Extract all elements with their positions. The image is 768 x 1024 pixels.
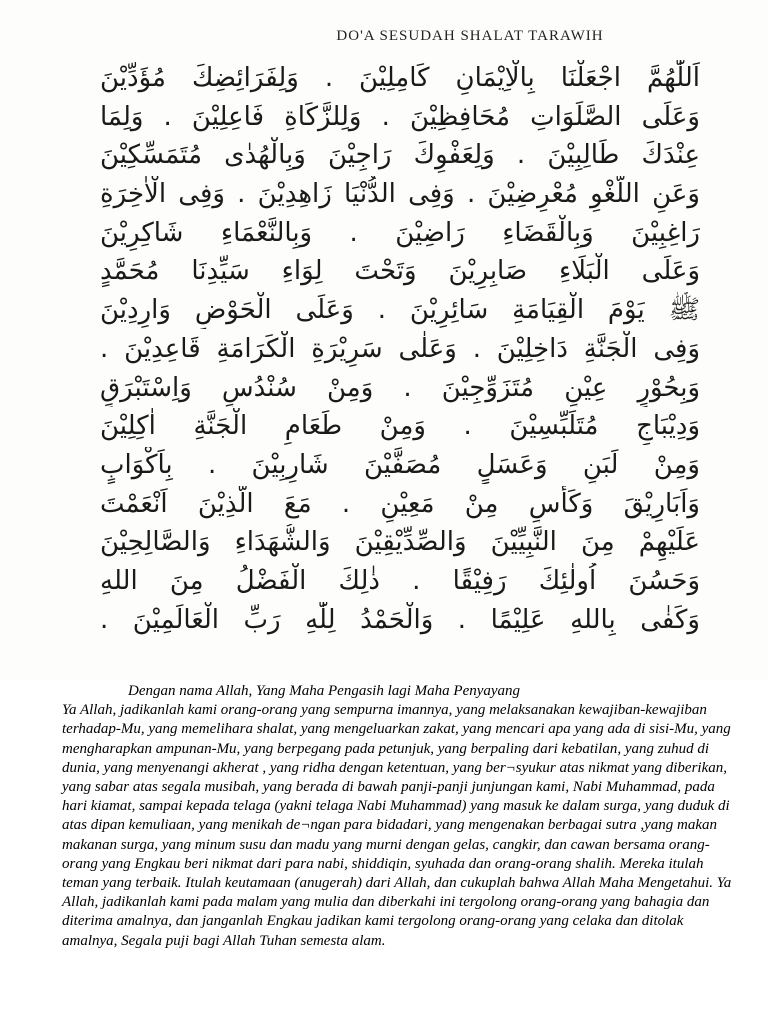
translation-paragraph: Ya Allah, jadikanlah kami orang-orang yang sempurna imannya, yang melaksanakan kewajiban-kewajiban terhadap-Mu, yang memelihara shalat, yang mengeluarkan zakat, yang mencari apa yang ada di sisi-Mu, yang mengharapkan ampunan-Mu, yang berpegang pada petunjuk, yang berpaling dari kebatilan, yang zuhud di dunia, yang menyenangi akherat , yang ridha dengan ketentuan, yang ber¬syukur atas nikmat yang diberikan, yang sabar atas segala musibah, yang berada di bawah panji-panji junjungan kami, Nabi Muhammad, pada hari kiamat, sampai kepada telaga (yakni telaga Nabi Muhammad) yang masuk ke dalam surga, yang duduk di atas dipan kemuliaan, yang menikah de¬ngan para bidadari, yang mengenakan berbagai sutra ,yang makan makanan surga, yang minum susu dan madu yang murni dengan gelas, cangkir, dan cawan bersama orang-orang yang Engkau beri nikmat dari para nabi, shiddiqin, syuhada dan orang-orang shalih. Mereka itulah teman yang terbaik. Itulah keutamaan (anugerah) dari Allah, dan cukuplah bahwa Allah Maha Mengetahui. Ya Allah, jadikanlah kami pada malam yang mulia dan diberkahi ini tergolong orang-orang yang bahagia dan diterima amalnya, dan janganlah Engkau jadikan kami tergolong orang-orang yang celaka dan ditolak amalnya, Segala puji bagi Allah Tuhan semesta alam. [62,702,732,949]
arabic-line: ﷺ يَوْمَ الْقِيَامَةِ سَائِرِيْنَ . وَعَلَى الْحَوْضِ وَارِدِيْنَ [100,295,700,326]
arabic-line: وَكَفٰى بِاللهِ عَلِيْمًا . وَالْحَمْدُ لِلّٰهِ رَبِّ الْعَالَمِيْنَ . [100,604,700,635]
prayer-title: DO'A SESUDAH SHALAT TARAWIH [336,28,604,44]
arabic-line: وَمِنْ لَبَنٍ وَعَسَلٍ مُصَفَّيْنَ شَارِبِيْنَ . بِاَكْوَابٍ [100,449,700,480]
arabic-line: رَاغِبِيْنَ وَبِالْقَضَاءِ رَاضِيْنَ . وَبِالنَّعْمَاءِ شَاكِرِيْنَ [100,217,700,248]
arabic-line: وَاَبَارِيْقَ وَكَأْسٍ مِنْ مَعِيْنٍ . مَعَ الَّذِيْنَ اَنْعَمْتَ [100,488,700,519]
arabic-line: وَبِحُوْرٍ عِيْنٍ مُتَزَوِّجِيْنَ . وَمِنْ سُنْدُسٍ وَاِسْتَبْرَقٍ [100,372,700,403]
arabic-line: وَفِى الْجَنَّةِ دَاخِلِيْنَ . وَعَلٰى سَرِيْرَةِ الْكَرَامَةِ قَاعِدِيْنَ . [100,333,700,364]
arabic-line: عِنْدَكَ طَالِبِيْنَ . وَلِعَفْوِكَ رَاجِيْنَ وَبِالْهُدٰى مُتَمَسِّكِيْنَ [100,140,700,171]
arabic-line: وَعَلَى الصَّلَوَاتِ مُحَافِظِيْنَ . وَلِلزَّكَاةِ فَاعِلِيْنَ . وَلِمَا [100,101,700,132]
arabic-prayer-text [100,60,700,660]
arabic-line: اَللّٰهُمَّ اجْعَلْنَا بِالْاِيْمَانِ كَامِلِيْنَ . وَلِفَرَائِضِكَ مُؤَدِّيْنَ [100,63,700,93]
arabic-line: وَعَنِ اللَّغْوِ مُعْرِضِيْنَ . وَفِى الدُّنْيَا زَاهِدِيْنَ . وَفِى الْاٰخِرَةِ [100,179,700,210]
indonesian-translation [62,682,742,951]
arabic-line: وَحَسُنَ اُولٰئِكَ رَفِيْقًا . ذٰلِكَ الْفَضْلُ مِنَ اللهِ [100,565,700,596]
basmalah-line: Dengan nama Allah, Yang Maha Pengasih lagi Maha Penyayang [128,683,521,699]
arabic-line: وَدِيْبَاجٍ مُتَلَبِّسِيْنَ . وَمِنْ طَعَامِ الْجَنَّةِ اٰكِلِيْنَ [100,411,700,442]
arabic-line: عَلَيْهِمْ مِنَ النَّبِيِّيْنَ وَالصِّدِّيْقِيْنَ وَالشُّهَدَاءِ وَالصَّالِحِيْنَ [100,527,700,558]
arabic-line: وَعَلَى الْبَلَاءِ صَابِرِيْنَ وَتَحْتَ لِوَاءِ سَيِّدِنَا مُحَمَّدٍ [100,256,700,287]
